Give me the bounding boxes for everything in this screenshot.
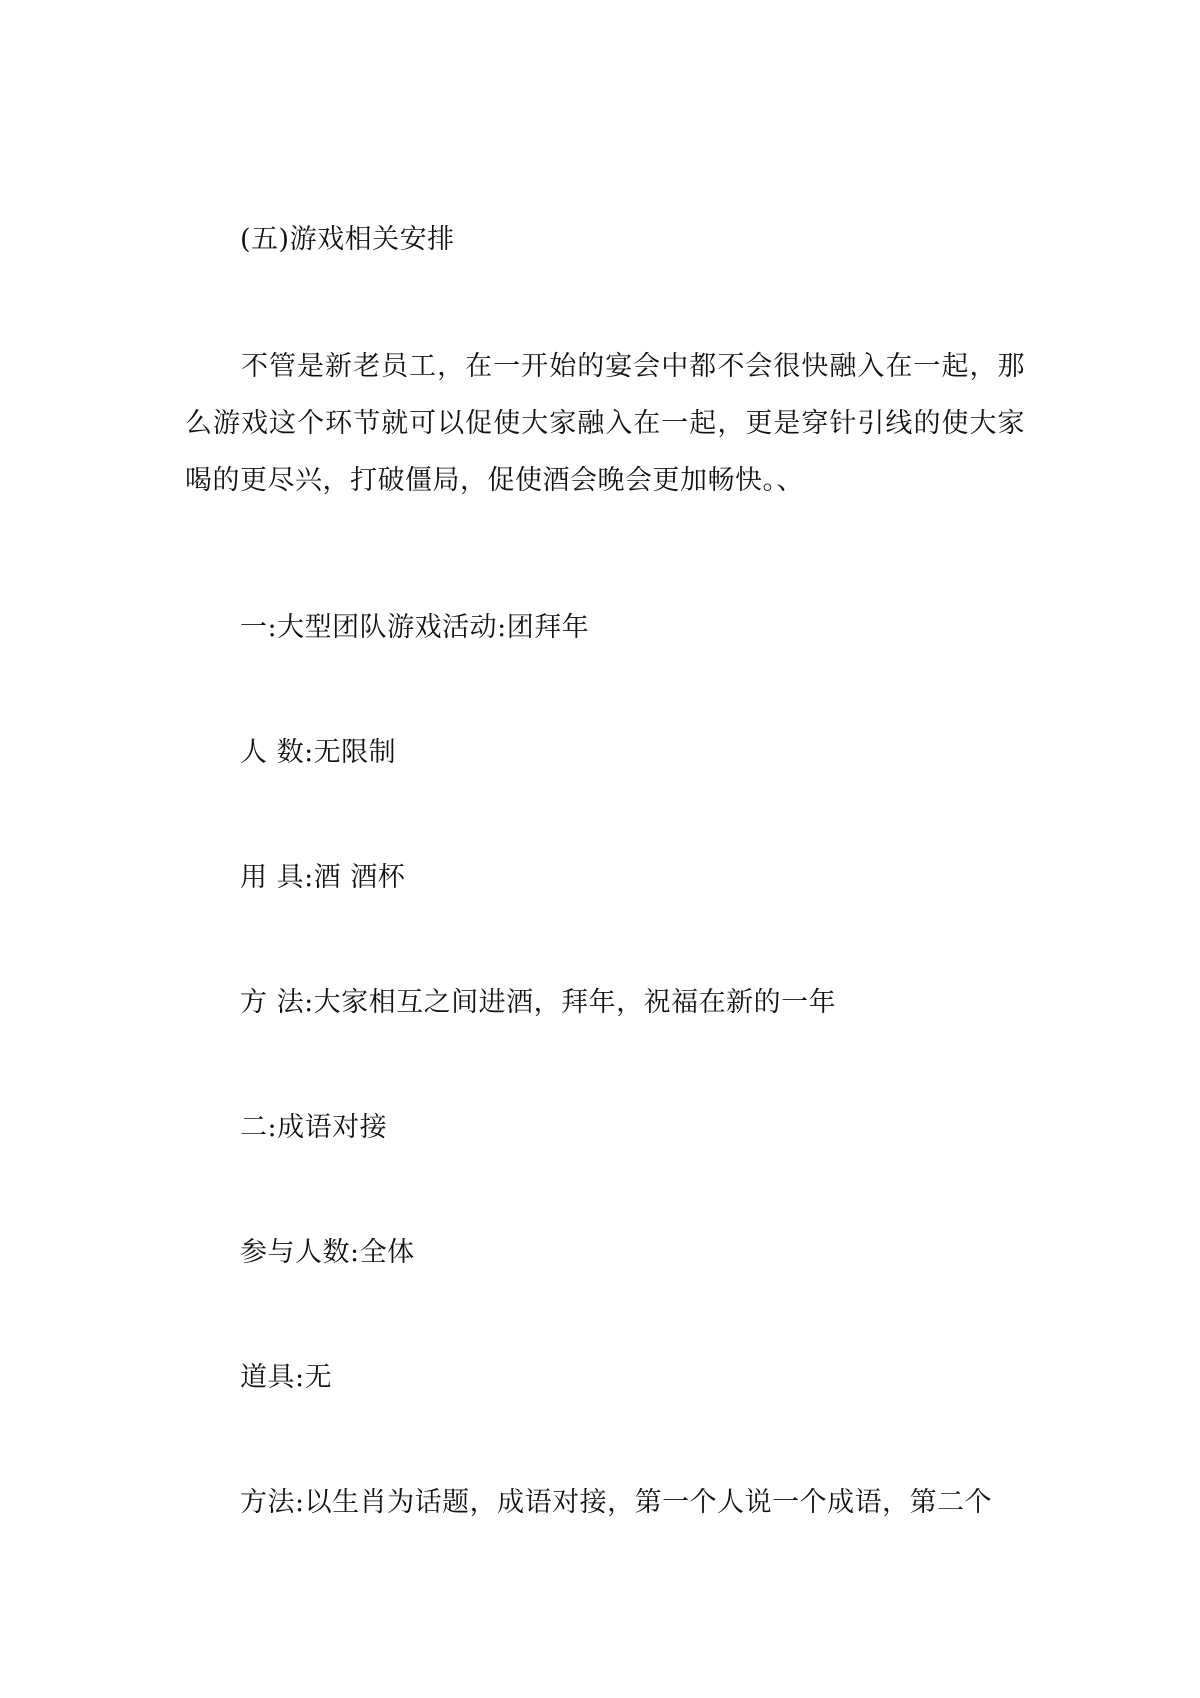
game1-props: 用 具:酒 酒杯 [240, 862, 406, 893]
game1-method: 方 法:大家相互之间进酒，拜年，祝福在新的一年 [240, 987, 837, 1018]
game1-participants: 人 数:无限制 [240, 737, 397, 768]
game2-props: 道具:无 [240, 1362, 333, 1393]
section-heading-games: (五)游戏相关安排 [240, 224, 455, 255]
game2-method: 方法:以生肖为话题，成语对接，第一个人说一个成语，第二个 [240, 1487, 993, 1518]
game1-title: 一:大型团队游戏活动:团拜年 [240, 612, 590, 643]
game2-title: 二:成语对接 [240, 1112, 388, 1143]
intro-paragraph: 不管是新老员工，在一开始的宴会中都不会很快融入在一起，那么游戏这个环节就可以促使大家融入在一起，更是穿针引线的使大家喝的更尽兴，打破僵局，促使酒会晚会更加畅快。、 [185, 351, 1025, 496]
game2-participants: 参与人数:全体 [240, 1237, 415, 1268]
